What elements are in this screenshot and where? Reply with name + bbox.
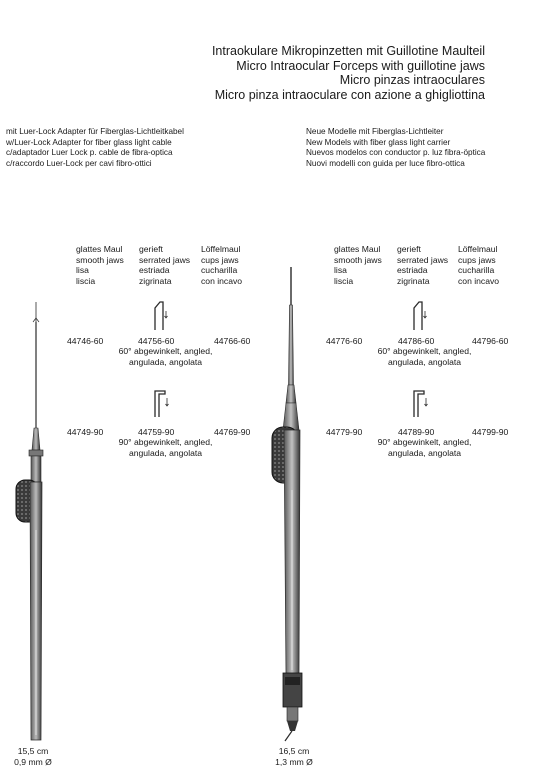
description-line: New Models with fiber glass light carrier	[306, 137, 451, 147]
angle-note-line: 90° abgewinkelt, angled,	[118, 437, 213, 447]
jaw-type-label: con incavo	[458, 275, 500, 286]
diameter-label: 1,3 mm Ø	[275, 756, 313, 767]
left-dimensions	[13, 746, 53, 767]
product-code: 44749-90	[67, 427, 104, 437]
jaw-type-label: cucharilla	[201, 265, 238, 275]
angle-note-90	[113, 437, 218, 458]
product-code: 44779-90	[326, 427, 363, 437]
right-jaw-type-cups	[458, 244, 499, 286]
description-line: mit Luer-Lock Adapter für Fiberglas-Lichtleitkabel	[6, 127, 184, 136]
product-code: 44756-60	[138, 336, 175, 346]
jaw-type-label: lisa	[334, 265, 347, 275]
jaw-type-label: serrated jaws	[397, 254, 449, 265]
title-line-it: Micro pinza intraoculare con azione a ghigliottina	[214, 87, 485, 102]
jaw-type-label: estriada	[397, 265, 428, 275]
jaw-type-label: cucharilla	[458, 265, 495, 275]
left-forceps-illustration	[0, 300, 70, 750]
jaw-type-label: estriada	[139, 265, 170, 275]
left-group-description	[6, 127, 184, 169]
angle-note-line: 60° abgewinkelt, angled,	[118, 346, 213, 356]
description-line: Nuovi modelli con guida per luce fibro-ottica	[306, 158, 465, 168]
angle-note-line: angulada, angolata	[128, 447, 203, 458]
product-code: 44766-60	[214, 336, 251, 346]
catalog-title	[212, 44, 485, 102]
diameter-label: 0,9 mm Ø	[14, 756, 52, 767]
description-line: c/raccordo Luer-Lock per cavi fibro-ottici	[6, 158, 152, 168]
description-line: Neue Modelle mit Fiberglas-Lichtleiter	[306, 127, 444, 136]
title-line-de: Intraokulare Mikropinzetten mit Guillotine Maulteil	[211, 44, 485, 58]
product-code: 44776-60	[326, 336, 363, 346]
product-code: 44759-90	[138, 427, 175, 437]
angle-note-line: 60° abgewinkelt, angled,	[377, 346, 472, 356]
jaw-type-label: zigrinata	[397, 275, 430, 286]
jaw-type-label: cups jaws	[201, 254, 239, 265]
jaw-type-label: con incavo	[201, 275, 243, 286]
jaw-type-label: glattes Maul	[76, 244, 123, 254]
product-code: 44786-60	[398, 336, 435, 346]
product-code: 44769-90	[214, 427, 251, 437]
jaw-type-label: liscia	[76, 275, 96, 286]
title-line-es: Micro pinzas intraoculares	[339, 73, 485, 87]
angle-note-60	[113, 346, 218, 367]
jaw-type-label: gerieft	[139, 244, 163, 254]
jaw-type-label: Löffelmaul	[458, 244, 498, 254]
jaw-type-label: zigrinata	[139, 275, 172, 286]
product-code: 44796-60	[472, 336, 509, 346]
left-jaw-type-cups	[201, 244, 242, 286]
right-forceps-illustration	[265, 265, 335, 745]
right-jaw-type-serrated	[397, 244, 448, 286]
forceps-60-angled-tip-icon	[410, 300, 432, 330]
jaw-type-label: smooth jaws	[76, 254, 124, 265]
left-jaw-type-serrated	[139, 244, 190, 286]
angle-note-line: angulada, angolata	[387, 447, 462, 458]
right-jaw-type-smooth	[334, 244, 382, 286]
right-group-description	[306, 127, 485, 169]
angle-note-60	[372, 346, 477, 367]
forceps-90-angled-tip-icon	[410, 387, 432, 417]
forceps-60-angled-tip-icon	[151, 300, 173, 330]
product-code: 44746-60	[67, 336, 104, 346]
jaw-type-label: lisa	[76, 265, 89, 275]
jaw-type-label: serrated jaws	[139, 254, 191, 265]
title-line-en: Micro Intraocular Forceps with guillotine jaws	[236, 58, 485, 73]
length-label: 16,5 cm	[278, 746, 310, 756]
angle-note-line: 90° abgewinkelt, angled,	[377, 437, 472, 447]
angle-note-line: angulada, angolata	[387, 356, 462, 367]
product-code: 44799-90	[472, 427, 509, 437]
length-label: 15,5 cm	[17, 746, 49, 756]
description-line: Nuevos modelos con conductor p. luz fibra-öptica	[306, 148, 486, 157]
description-line: c/adaptador Luer Lock p. cable de fibra-optica	[6, 148, 173, 157]
jaw-type-label: Löffelmaul	[201, 244, 241, 254]
product-code: 44789-90	[398, 427, 435, 437]
description-line: w/Luer-Lock Adapter for fiber glass light cable	[6, 137, 172, 147]
jaw-type-label: cups jaws	[458, 254, 496, 265]
jaw-type-label: liscia	[334, 275, 354, 286]
left-jaw-type-smooth	[76, 244, 124, 286]
right-dimensions	[272, 746, 316, 767]
jaw-type-label: smooth jaws	[334, 254, 382, 265]
angle-note-line: angulada, angolata	[128, 356, 203, 367]
forceps-90-angled-tip-icon	[151, 387, 173, 417]
jaw-type-label: glattes Maul	[334, 244, 381, 254]
jaw-type-label: gerieft	[397, 244, 421, 254]
angle-note-90	[372, 437, 477, 458]
